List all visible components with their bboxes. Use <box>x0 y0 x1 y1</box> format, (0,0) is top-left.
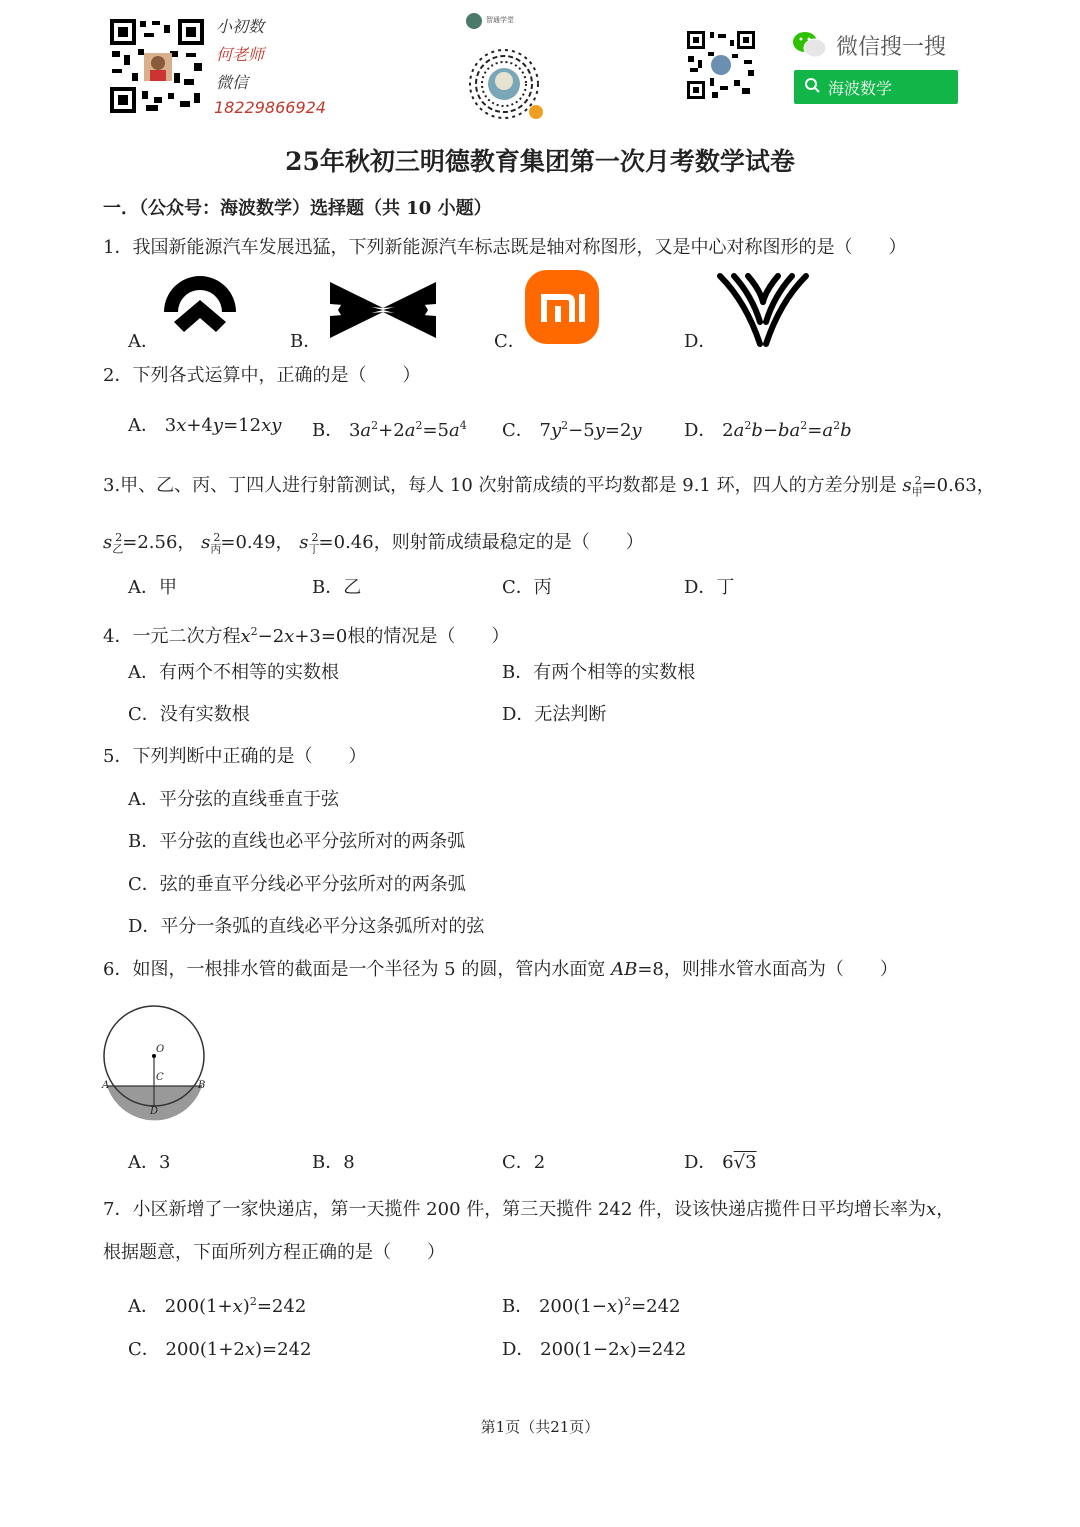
q4-stem: 4．一元二次方程$x^2-2x+3=0$根的情况是（ ） <box>103 625 510 647</box>
wechat-search-button[interactable] <box>794 70 958 104</box>
label-o: O <box>156 1044 165 1055</box>
contact-line-3: 微信 <box>216 73 249 92</box>
q1-stem: 1．我国新能源汽车发展迅猛，下列新能源汽车标志既是轴对称图形，又是中心对称图形的是（ ） <box>103 237 907 258</box>
q6-option-a: A．3 <box>128 1152 171 1173</box>
q2-stem: 2．下列各式运算中，正确的是（ ） <box>103 365 421 386</box>
q2-option-a: A． 3x+4y=12xy <box>128 415 282 436</box>
q3-stem-line1: 3.甲、乙、丙、丁四人进行射箭测试，每人 10 次射箭成绩的平均数都是 9.1 环，四人的方差分别是 $s_甲^2=0.63$， <box>103 474 995 499</box>
xpeng-logo <box>328 280 438 344</box>
section-heading: 一．（公众号：海波数学）选择题（共 10 小题） <box>103 198 492 219</box>
q7-stem-line2: 根据题意，下面所列方程正确的是（ ） <box>103 1242 445 1263</box>
q6-option-d: D． 6√3 <box>684 1152 757 1173</box>
q1-option-c-label: C． <box>494 331 526 352</box>
label-d: D <box>150 1106 159 1117</box>
q5-option-d: D．平分一条弧的直线必平分这条弧所对的弦 <box>128 916 485 937</box>
xiaomi-logo <box>525 270 599 348</box>
nio-logo <box>160 272 240 348</box>
label-c: C <box>156 1072 164 1083</box>
contact-phone: 18229866924 <box>214 98 326 117</box>
wechat-search-label: 微信搜一搜 <box>836 35 947 60</box>
wechat-icon <box>792 30 828 60</box>
qr-code-right <box>686 30 756 100</box>
q5-option-c: C．弦的垂直平分线必平分弦所对的两条弧 <box>128 874 466 895</box>
q1-option-a-label: A． <box>128 331 159 352</box>
contact-line-2: 何老师 <box>216 45 265 64</box>
byd-style-logo <box>716 272 810 352</box>
search-icon <box>804 77 820 97</box>
q2-option-c: C． $7y^2-5y=2y$ <box>502 419 642 441</box>
q3-option-c: C．丙 <box>502 577 552 598</box>
q7-option-a: A． $200(1+x)^2=242$ <box>128 1295 307 1317</box>
wechat-search-button-label: 海波数学 <box>828 78 893 98</box>
mini-program-badge: 智通学堂 <box>486 16 514 24</box>
q3-option-b: B．乙 <box>312 577 362 598</box>
q6-option-c: C．2 <box>502 1152 546 1173</box>
q6-option-b: B．8 <box>312 1152 355 1173</box>
label-a: A <box>102 1080 110 1091</box>
q4-option-a: A．有两个不相等的实数根 <box>128 662 339 683</box>
contact-line-1: 小初数 <box>216 17 265 36</box>
q2-option-d: D． $2a^2b-ba^2=a^2b$ <box>684 419 852 441</box>
mini-program-code <box>462 12 546 122</box>
q7-stem-line1: 7．小区新增了一家快递店，第一天揽件 200 件，第三天揽件 242 件，设该快递店揽件日平均增长率为x， <box>103 1199 955 1220</box>
q3-stem-line2: $s_乙^2=2.56$， $s_丙^2=0.49$， $s_丁^2=0.46$，则射箭成绩最稳定的是（ ） <box>103 531 644 556</box>
q3-option-d: D．丁 <box>684 577 735 598</box>
q5-stem: 5．下列判断中正确的是（ ） <box>103 746 367 767</box>
q4-option-b: B．有两个相等的实数根 <box>502 662 696 683</box>
q7-option-d: D． 200(1−2x)=242 <box>502 1339 687 1360</box>
q7-option-b: B． $200(1-x)^2=242$ <box>502 1295 681 1317</box>
q7-option-c: C． 200(1+2x)=242 <box>128 1339 312 1360</box>
page-title: 25年秋初三明德教育集团第一次月考数学试卷 <box>285 147 795 176</box>
q1-option-d-label: D． <box>684 331 717 352</box>
q1-option-b-label: B． <box>290 331 322 352</box>
q5-option-a: A．平分弦的直线垂直于弦 <box>128 789 339 810</box>
q5-option-b: B．平分弦的直线也必平分弦所对的两条弧 <box>128 831 466 852</box>
q2-option-b: B． $3a^2+2a^2=5a^4$ <box>312 419 467 441</box>
qr-code-left <box>108 17 206 115</box>
q4-option-d: D．无法判断 <box>502 704 607 725</box>
page-number: 第1页（共21页） <box>480 1418 600 1436</box>
q6-pipe-figure <box>96 1000 218 1124</box>
q3-option-a: A．甲 <box>128 577 177 598</box>
label-b: B <box>198 1080 206 1091</box>
q4-option-c: C．没有实数根 <box>128 704 250 725</box>
q6-stem: 6．如图，一根排水管的截面是一个半径为 5 的圆，管内水面宽 AB=8，则排水管水面高为（ ） <box>103 959 898 980</box>
